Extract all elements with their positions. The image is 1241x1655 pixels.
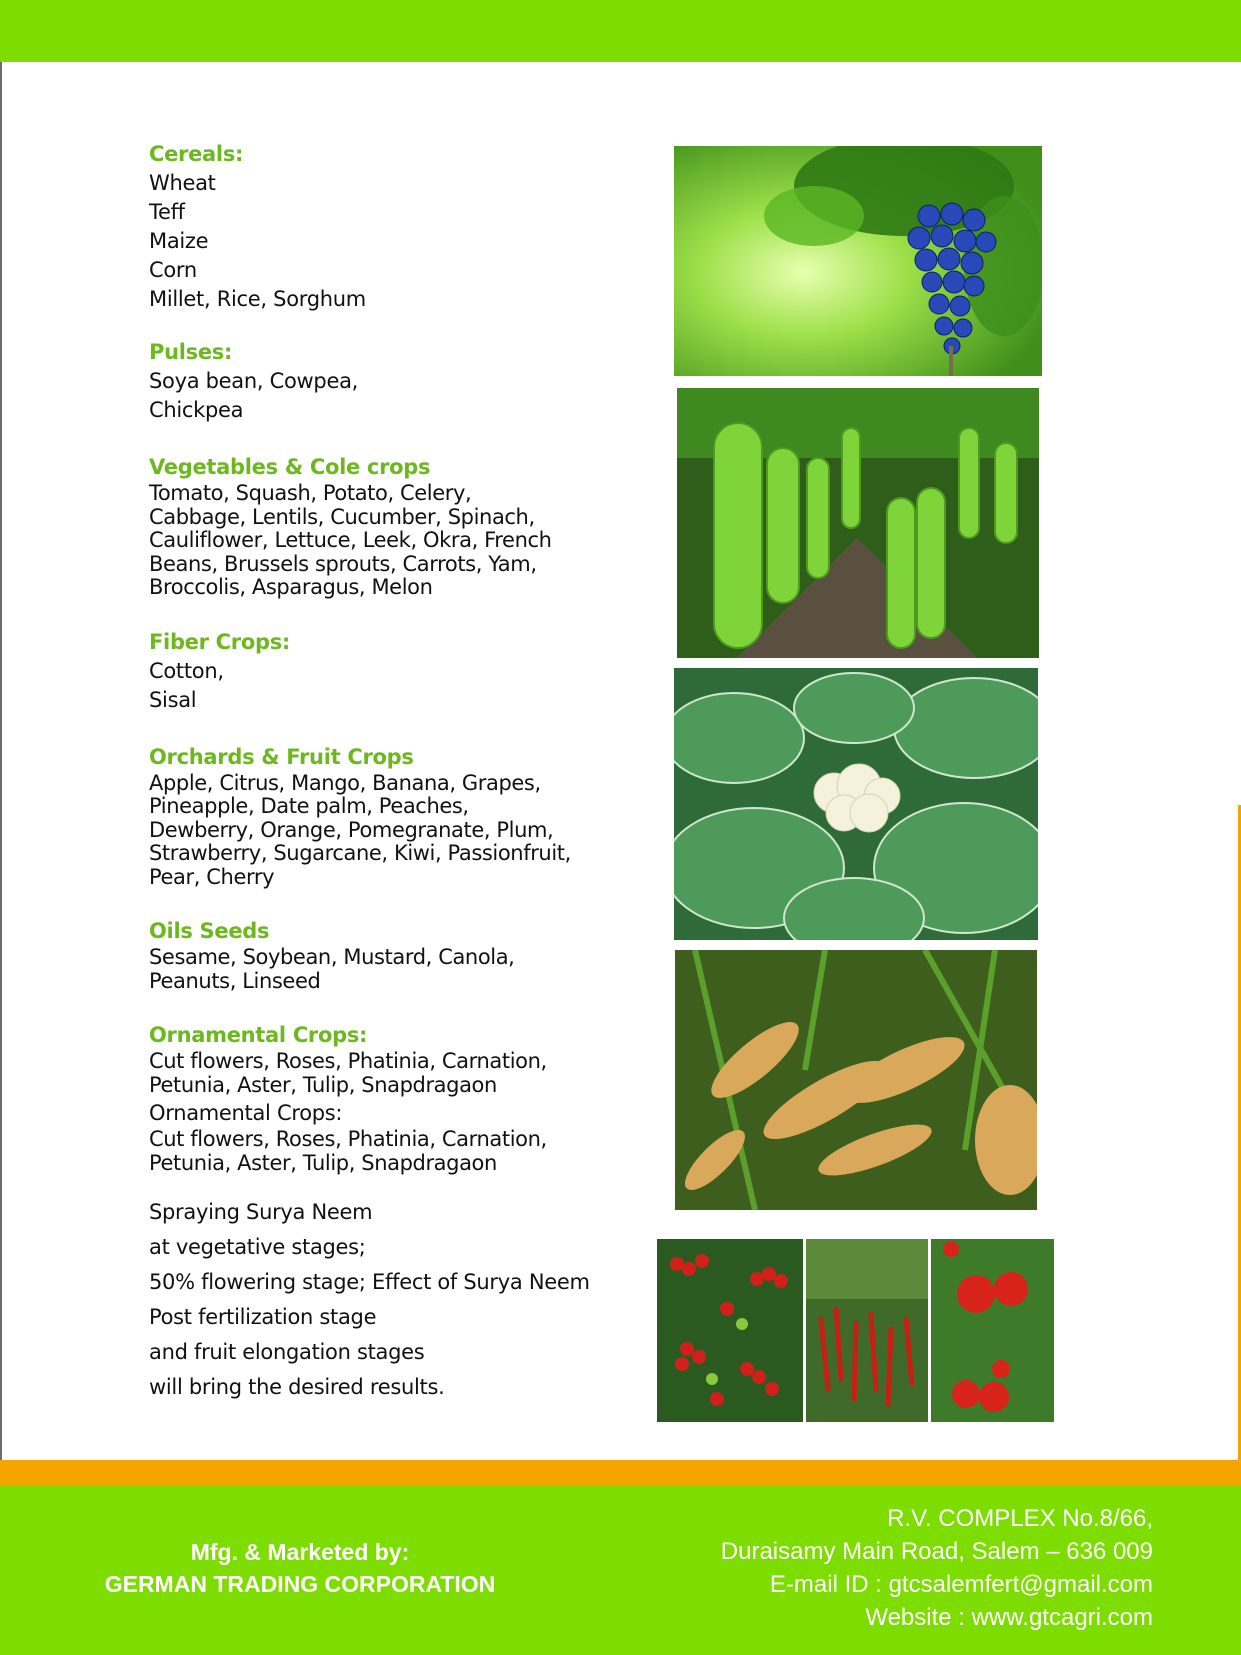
crop-line: Sesame, Soybean, Mustard, Canola,	[149, 945, 515, 969]
crop-line: Petunia, Aster, Tulip, Snapdragaon	[149, 1150, 497, 1175]
advice-line: will bring the desired results.	[149, 1375, 445, 1399]
crop-line: Apple, Citrus, Mango, Banana, Grapes,	[149, 770, 541, 795]
crop-line: Chickpea	[149, 398, 244, 422]
section-heading: Ornamental Crops:	[149, 1023, 368, 1047]
website-line: Website : www.gtcagri.com	[865, 1604, 1153, 1631]
bottle-gourd-photo	[677, 388, 1039, 658]
section-heading: Oils Seeds	[149, 919, 270, 943]
crop-line: Sisal	[149, 687, 197, 712]
advice-line: and fruit elongation stages	[149, 1340, 425, 1364]
orange-divider-band	[0, 1460, 1241, 1486]
section-heading: Vegetables & Cole crops	[149, 455, 431, 479]
coffee-cherries-photo	[657, 1239, 803, 1422]
section-heading: Fiber Crops:	[149, 629, 291, 654]
advice-line: 50% flowering stage; Effect of Surya Neem	[149, 1270, 590, 1294]
advice-line: at vegetative stages;	[149, 1235, 366, 1259]
section-heading: Cereals:	[149, 142, 244, 166]
advice-line: Post fertilization stage	[149, 1305, 377, 1329]
chillies-photo	[806, 1239, 928, 1422]
section-heading: Orchards & Fruit Crops	[149, 744, 414, 769]
crop-line: Peanuts, Linseed	[149, 968, 321, 993]
crop-line: Pineapple, Date palm, Peaches,	[149, 794, 469, 818]
tomatoes-photo	[931, 1239, 1054, 1422]
crop-line: Tomato, Squash, Potato, Celery,	[149, 481, 472, 505]
company-name: GERMAN TRADING CORPORATION	[104, 1571, 496, 1597]
section-heading: Pulses:	[149, 340, 233, 364]
crop-line: Soya bean, Cowpea,	[149, 369, 359, 393]
crop-line: Cut flowers, Roses, Phatinia, Carnation,	[149, 1127, 547, 1151]
crop-line: Petunia, Aster, Tulip, Snapdragaon	[149, 1072, 497, 1097]
ornamental-repeat-heading: Ornamental Crops:	[149, 1101, 343, 1125]
crop-line: Beans, Brussels sprouts, Carrots, Yam,	[149, 551, 537, 576]
mfg-label: Mfg. & Marketed by:	[190, 1539, 410, 1565]
rice-photo	[675, 950, 1037, 1210]
section-pulses	[149, 338, 609, 425]
crop-line: Dewberry, Orange, Pomegranate, Plum,	[149, 817, 554, 842]
cauliflower-photo	[674, 668, 1038, 940]
section-orchards	[149, 743, 609, 890]
section-cereals	[149, 140, 609, 314]
crop-line: Corn	[149, 258, 197, 282]
address-line-2: Duraisamy Main Road, Salem – 636 009	[720, 1538, 1153, 1565]
crop-line: Broccolis, Asparagus, Melon	[149, 575, 433, 599]
crop-line: Wheat	[149, 171, 216, 195]
crop-line: Strawberry, Sugarcane, Kiwi, Passionfruit,	[149, 841, 571, 865]
crop-line: Cut flowers, Roses, Phatinia, Carnation,	[149, 1049, 547, 1073]
crop-line: Cotton,	[149, 658, 224, 683]
crop-line: Teff	[149, 200, 185, 224]
crop-line: Cauliflower, Lettuce, Leek, Okra, French	[149, 528, 552, 552]
advice-line: Spraying Surya Neem	[149, 1200, 373, 1224]
section-vegetables	[149, 453, 609, 600]
left-border-line	[0, 62, 2, 1460]
section-spraying-advice	[149, 1195, 609, 1405]
crop-list	[149, 140, 609, 1405]
crop-line: Maize	[149, 229, 209, 253]
footer	[0, 1486, 1241, 1655]
grapes-photo	[674, 146, 1042, 376]
section-fiber	[149, 628, 609, 715]
top-green-band	[0, 0, 1241, 62]
crop-line: Millet, Rice, Sorghum	[149, 287, 366, 311]
section-oil-seeds	[149, 917, 609, 993]
section-ornamental	[149, 1021, 609, 1175]
crop-line: Pear, Cherry	[149, 864, 275, 889]
crop-line: Cabbage, Lentils, Cucumber, Spinach,	[149, 504, 535, 529]
email-line: E-mail ID : gtcsalemfert@gmail.com	[769, 1571, 1153, 1598]
address-line-1: R.V. COMPLEX No.8/66,	[887, 1505, 1153, 1532]
